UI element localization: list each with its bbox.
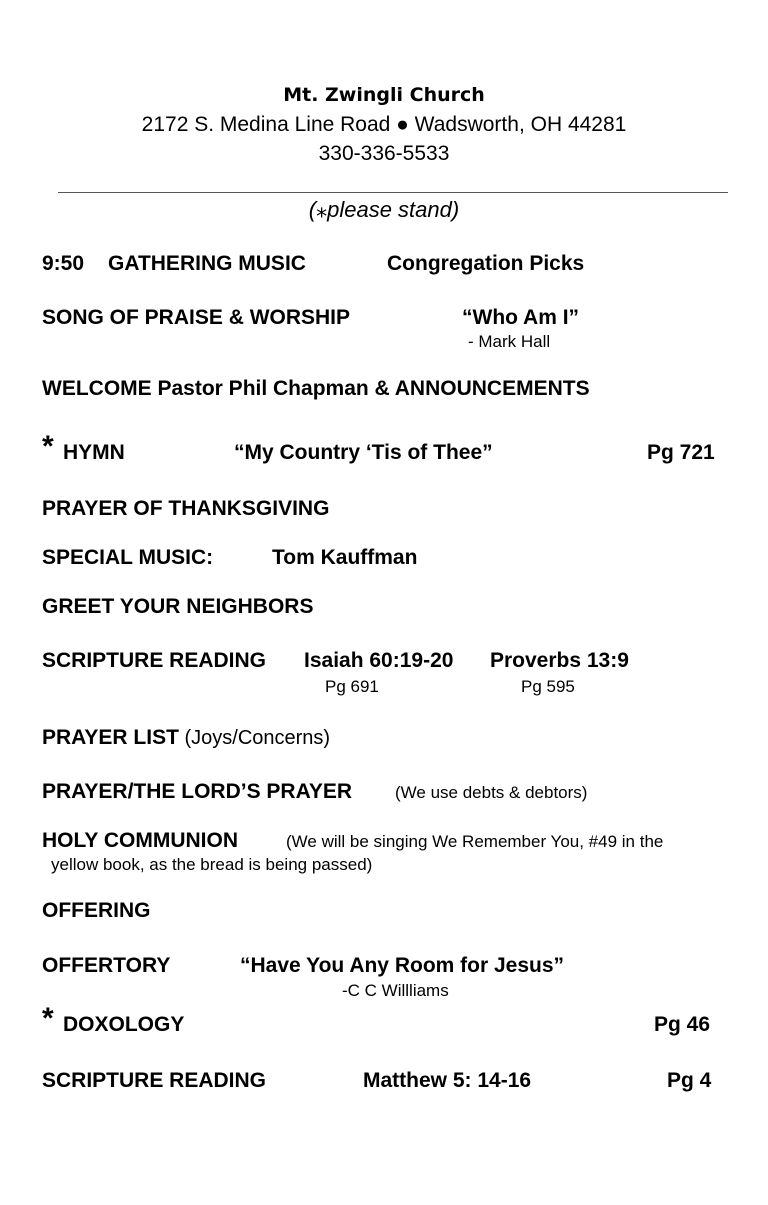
prayer-list-title: PRAYER LIST — [42, 726, 179, 749]
hymn-song: “My Country ‘Tis of Thee” — [234, 441, 493, 464]
church-name: Mt. Zwingli Church — [283, 84, 485, 106]
offertory-song: “Have You Any Room for Jesus” — [240, 954, 565, 977]
praise-title: SONG OF PRAISE & WORSHIP — [42, 306, 351, 329]
doxology-page: Pg 46 — [654, 1013, 711, 1036]
scripture1-title: SCRIPTURE READING — [42, 649, 267, 672]
divider — [58, 192, 728, 193]
welcome-title: WELCOME Pastor Phil Chapman & ANNOUNCEMENTS — [42, 377, 590, 400]
scripture1-ref2: Proverbs 13:9 — [490, 649, 629, 672]
scripture2-ref: Matthew 5: 14-16 — [363, 1069, 532, 1092]
thanksgiving-title: PRAYER OF THANKSGIVING — [42, 497, 330, 520]
offering-title: OFFERING — [42, 899, 151, 922]
special-performer: Tom Kauffman — [272, 546, 418, 569]
special-title: SPECIAL MUSIC: — [42, 546, 214, 569]
praise-song: “Who Am I” — [462, 306, 580, 329]
hymn-star: * — [42, 430, 54, 463]
gathering-title: GATHERING MUSIC — [108, 252, 306, 275]
prayer-list-note: (Joys/Concerns) — [178, 727, 331, 749]
praise-credit: - Mark Hall — [468, 332, 551, 351]
lords-prayer-note: (We use debts & debtors) — [395, 783, 588, 802]
hymn-title: HYMN — [63, 441, 125, 464]
stand-note: (⁎please stand) — [308, 197, 460, 222]
scripture1-page1: Pg 691 — [325, 677, 379, 696]
scripture2-title: SCRIPTURE READING — [42, 1069, 267, 1092]
gathering-time: 9:50 — [42, 252, 85, 275]
communion-note-line1: (We will be singing We Remember You, #49 in the — [286, 832, 664, 851]
prayer-list — [42, 726, 330, 750]
scripture1-page2: Pg 595 — [521, 677, 575, 696]
scripture2-page: Pg 4 — [667, 1069, 712, 1092]
communion-title: HOLY COMMUNION — [42, 829, 239, 852]
gathering-detail: Congregation Picks — [387, 252, 585, 275]
church-address: 2172 S. Medina Line Road ● Wadsworth, OH 44281 — [141, 113, 627, 136]
communion-note-line2: yellow book, as the bread is being passed) — [51, 855, 373, 874]
church-phone: 330-336-5533 — [318, 142, 450, 165]
doxology-title: DOXOLOGY — [63, 1013, 185, 1036]
hymn-page: Pg 721 — [647, 441, 715, 464]
greet-title: GREET YOUR NEIGHBORS — [42, 595, 314, 618]
offertory-credit: -C C Willliams — [342, 981, 449, 1000]
lords-prayer-title: PRAYER/THE LORD’S PRAYER — [42, 780, 353, 803]
doxology-star: * — [42, 1002, 54, 1035]
scripture1-ref1: Isaiah 60:19-20 — [304, 649, 454, 672]
offertory-title: OFFERTORY — [42, 954, 171, 977]
